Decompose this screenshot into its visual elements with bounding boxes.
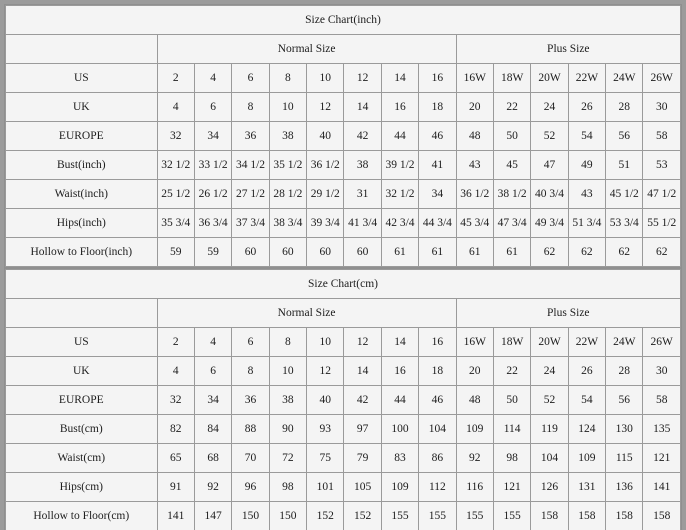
cell: 52 [531,386,568,415]
cell: 59 [157,238,194,267]
cell: 16 [419,64,456,93]
table-group-row [6,299,681,328]
cell: 54 [568,122,605,151]
cell: 38 [269,386,306,415]
cell: 86 [419,444,456,473]
row-label: Hips(inch) [6,209,158,238]
group-plus-size: Plus Size [456,299,680,328]
cell: 43 [456,151,493,180]
table-row [6,328,681,357]
cell: 100 [381,415,418,444]
cell: 22 [493,93,530,122]
row-label: UK [6,93,158,122]
table-group-row [6,35,681,64]
cell: 32 [157,122,194,151]
cell: 141 [643,473,681,502]
cell: 20W [531,64,568,93]
table-title-row [6,6,681,35]
cell: 101 [307,473,344,502]
cell: 36 [232,386,269,415]
cell: 135 [643,415,681,444]
cell: 38 [269,122,306,151]
cell: 6 [194,357,231,386]
cell: 98 [493,444,530,473]
cell: 26W [643,328,681,357]
cell: 32 [157,386,194,415]
cell: 56 [606,386,643,415]
cell: 12 [307,93,344,122]
cell: 47 1/2 [643,180,681,209]
cell: 27 1/2 [232,180,269,209]
table-row [6,444,681,473]
cell: 60 [269,238,306,267]
cell: 2 [157,328,194,357]
cell: 10 [307,328,344,357]
cell: 42 [344,386,381,415]
cell: 39 1/2 [381,151,418,180]
cell: 62 [531,238,568,267]
cell: 46 [419,386,456,415]
row-label: Bust(cm) [6,415,158,444]
cell: 45 [493,151,530,180]
cell: 126 [531,473,568,502]
cell: 45 3/4 [456,209,493,238]
corner-blank [6,299,158,328]
cell: 150 [232,502,269,530]
cell: 22 [493,357,530,386]
cell: 105 [344,473,381,502]
cell: 40 3/4 [531,180,568,209]
cell: 116 [456,473,493,502]
cell: 12 [344,328,381,357]
chart-title: Size Chart(cm) [6,270,681,299]
cell: 34 1/2 [232,151,269,180]
cell: 55 1/2 [643,209,681,238]
cell: 114 [493,415,530,444]
cell: 109 [456,415,493,444]
cell: 155 [381,502,418,530]
group-plus-size: Plus Size [456,35,680,64]
row-label: Waist(cm) [6,444,158,473]
cell: 14 [344,93,381,122]
cell: 61 [456,238,493,267]
table-row [6,151,681,180]
cell: 36 [232,122,269,151]
cell: 24W [606,64,643,93]
cell: 42 3/4 [381,209,418,238]
cell: 104 [531,444,568,473]
cell: 20 [456,357,493,386]
cell: 22W [568,64,605,93]
row-label: Bust(inch) [6,151,158,180]
table-row [6,64,681,93]
cell: 16W [456,328,493,357]
cell: 44 [381,122,418,151]
row-label: UK [6,357,158,386]
table-row [6,473,681,502]
cell: 62 [568,238,605,267]
cell: 70 [232,444,269,473]
cell: 97 [344,415,381,444]
cell: 59 [194,238,231,267]
cell: 4 [157,93,194,122]
cell: 10 [269,93,306,122]
cell: 131 [568,473,605,502]
row-label: Hollow to Floor(inch) [6,238,158,267]
cell: 20W [531,328,568,357]
table-row [6,502,681,530]
cell: 34 [194,386,231,415]
cell: 47 3/4 [493,209,530,238]
row-label: US [6,64,158,93]
cell: 16 [381,357,418,386]
cell: 155 [419,502,456,530]
cell: 6 [232,328,269,357]
cell: 52 [531,122,568,151]
cell: 43 [568,180,605,209]
cell: 38 3/4 [269,209,306,238]
cell: 42 [344,122,381,151]
cell: 158 [568,502,605,530]
cell: 28 [606,93,643,122]
cell: 24W [606,328,643,357]
cell: 14 [381,328,418,357]
cell: 92 [194,473,231,502]
cell: 14 [344,357,381,386]
cell: 35 3/4 [157,209,194,238]
cell: 26 [568,357,605,386]
cell: 93 [307,415,344,444]
cell: 28 [606,357,643,386]
cell: 36 3/4 [194,209,231,238]
cell: 26W [643,64,681,93]
cell: 16 [381,93,418,122]
cell: 158 [606,502,643,530]
cell: 14 [381,64,418,93]
table-row [6,415,681,444]
row-label: US [6,328,158,357]
cell: 83 [381,444,418,473]
table-row [6,180,681,209]
cell: 61 [493,238,530,267]
cell: 61 [381,238,418,267]
cell: 49 3/4 [531,209,568,238]
cell: 121 [643,444,681,473]
row-label: Hips(cm) [6,473,158,502]
corner-blank [6,35,158,64]
cell: 25 1/2 [157,180,194,209]
cell: 50 [493,122,530,151]
size-chart-inch [4,4,682,268]
cell: 44 [381,386,418,415]
cell: 65 [157,444,194,473]
size-chart-cm [4,268,682,530]
group-normal-size: Normal Size [157,299,456,328]
cell: 92 [456,444,493,473]
cell: 155 [456,502,493,530]
cell: 147 [194,502,231,530]
cell: 8 [269,64,306,93]
cell: 88 [232,415,269,444]
cell: 112 [419,473,456,502]
row-label: EUROPE [6,386,158,415]
table-row [6,93,681,122]
cell: 16W [456,64,493,93]
table-row [6,386,681,415]
cell: 47 [531,151,568,180]
cell: 40 [307,122,344,151]
cell: 48 [456,386,493,415]
row-label: Waist(inch) [6,180,158,209]
cell: 40 [307,386,344,415]
cell: 29 1/2 [307,180,344,209]
group-normal-size: Normal Size [157,35,456,64]
cell: 8 [232,93,269,122]
cell: 28 1/2 [269,180,306,209]
cell: 37 3/4 [232,209,269,238]
cell: 4 [194,64,231,93]
table-row [6,209,681,238]
cell: 109 [381,473,418,502]
cell: 75 [307,444,344,473]
cell: 34 [419,180,456,209]
cell: 79 [344,444,381,473]
cell: 18W [493,328,530,357]
table-row [6,357,681,386]
cell: 60 [307,238,344,267]
cell: 41 3/4 [344,209,381,238]
cell: 6 [232,64,269,93]
cell: 38 [344,151,381,180]
cell: 20 [456,93,493,122]
cell: 4 [194,328,231,357]
cell: 49 [568,151,605,180]
cell: 50 [493,386,530,415]
cell: 22W [568,328,605,357]
cell: 35 1/2 [269,151,306,180]
cell: 12 [344,64,381,93]
cell: 10 [269,357,306,386]
cell: 82 [157,415,194,444]
cell: 38 1/2 [493,180,530,209]
cell: 6 [194,93,231,122]
size-chart-cm-table [5,269,681,530]
cell: 68 [194,444,231,473]
cell: 121 [493,473,530,502]
cell: 24 [531,357,568,386]
cell: 30 [643,357,681,386]
cell: 58 [643,386,681,415]
cell: 53 [643,151,681,180]
cell: 104 [419,415,456,444]
cell: 60 [232,238,269,267]
cell: 61 [419,238,456,267]
cell: 36 1/2 [307,151,344,180]
cell: 36 1/2 [456,180,493,209]
cell: 130 [606,415,643,444]
cell: 62 [606,238,643,267]
row-label: Hollow to Floor(cm) [6,502,158,530]
cell: 8 [269,328,306,357]
cell: 150 [269,502,306,530]
cell: 18 [419,93,456,122]
cell: 56 [606,122,643,151]
cell: 48 [456,122,493,151]
cell: 18W [493,64,530,93]
table-row [6,238,681,267]
cell: 10 [307,64,344,93]
cell: 26 1/2 [194,180,231,209]
cell: 124 [568,415,605,444]
cell: 16 [419,328,456,357]
cell: 44 3/4 [419,209,456,238]
cell: 98 [269,473,306,502]
row-label: EUROPE [6,122,158,151]
cell: 115 [606,444,643,473]
cell: 26 [568,93,605,122]
cell: 96 [232,473,269,502]
cell: 33 1/2 [194,151,231,180]
cell: 158 [531,502,568,530]
cell: 30 [643,93,681,122]
cell: 4 [157,357,194,386]
cell: 39 3/4 [307,209,344,238]
cell: 84 [194,415,231,444]
cell: 58 [643,122,681,151]
cell: 41 [419,151,456,180]
cell: 46 [419,122,456,151]
table-title-row [6,270,681,299]
cell: 60 [344,238,381,267]
cell: 34 [194,122,231,151]
table-row [6,122,681,151]
chart-title: Size Chart(inch) [6,6,681,35]
cell: 2 [157,64,194,93]
cell: 51 3/4 [568,209,605,238]
cell: 119 [531,415,568,444]
cell: 51 [606,151,643,180]
cell: 62 [643,238,681,267]
cell: 24 [531,93,568,122]
cell: 155 [493,502,530,530]
cell: 8 [232,357,269,386]
cell: 90 [269,415,306,444]
cell: 54 [568,386,605,415]
cell: 45 1/2 [606,180,643,209]
cell: 32 1/2 [157,151,194,180]
cell: 32 1/2 [381,180,418,209]
cell: 12 [307,357,344,386]
cell: 141 [157,502,194,530]
cell: 53 3/4 [606,209,643,238]
cell: 31 [344,180,381,209]
cell: 152 [307,502,344,530]
cell: 72 [269,444,306,473]
cell: 158 [643,502,681,530]
size-chart-inch-table [5,5,681,267]
cell: 152 [344,502,381,530]
cell: 109 [568,444,605,473]
cell: 91 [157,473,194,502]
cell: 18 [419,357,456,386]
cell: 136 [606,473,643,502]
